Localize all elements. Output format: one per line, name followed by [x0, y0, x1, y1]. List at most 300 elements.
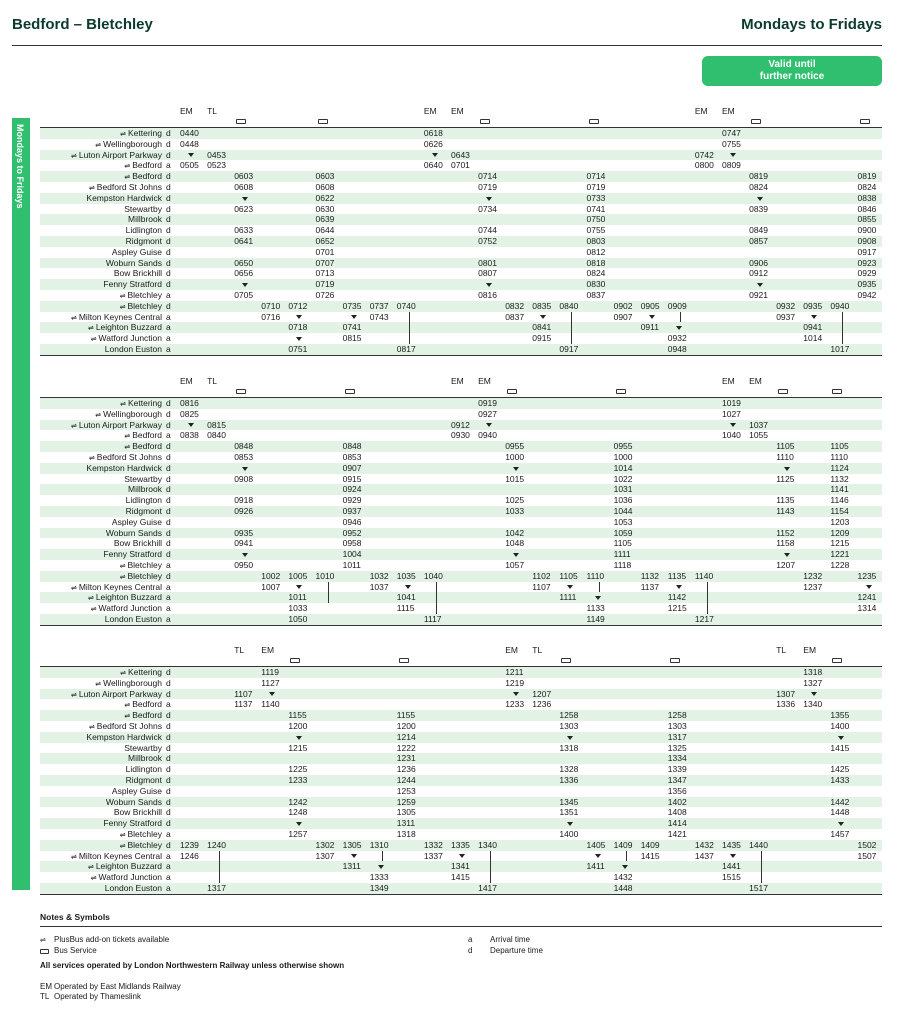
down-arrow-icon [595, 596, 601, 600]
table-row [40, 474, 882, 485]
valid-badge [702, 56, 882, 86]
time-cell: 0440 [180, 128, 199, 138]
time-cell: 0940 [830, 300, 850, 311]
time-cell: 1137 [640, 581, 659, 592]
notes-title: Notes & Symbols [40, 912, 882, 927]
down-arrow-icon [513, 553, 519, 557]
down-arrow-icon [486, 423, 492, 427]
station-name: Woburn Sands [105, 527, 162, 538]
down-arrow-icon [351, 854, 357, 858]
plusbus-icon: ⇌ [71, 152, 79, 160]
time-cell: 0919 [478, 398, 498, 408]
time-cell: 0710 [261, 300, 281, 311]
time-cell: 1236 [396, 764, 416, 775]
time-cell [370, 861, 397, 872]
time-cell: 0915 [532, 333, 552, 344]
time-cell: 0623 [234, 203, 254, 214]
station-name: ⇌ Bedford [124, 699, 162, 710]
operator-code: TL [234, 645, 245, 655]
time-cell: 1258 [559, 710, 579, 721]
bus-icon [589, 119, 599, 124]
table-row [40, 128, 882, 139]
time-cell: 1105 [559, 570, 578, 581]
operator-code: TL [776, 645, 787, 655]
time-cell: 0929 [857, 268, 877, 279]
station-name: Woburn Sands [105, 257, 162, 268]
arr-dep-marker: a [166, 592, 171, 603]
time-cell: 0742 [694, 149, 714, 160]
time-cell: 1305 [396, 807, 416, 818]
time-cell [234, 193, 261, 204]
arr-dep-marker: d [166, 441, 171, 452]
time-cell: 0755 [586, 225, 606, 236]
time-cell: 1037 [369, 581, 389, 592]
time-cell: 0743 [369, 311, 389, 322]
plusbus-icon: ⇌ [88, 723, 97, 731]
station-name: Aspley Guise [111, 246, 162, 257]
time-cell: 0912 [451, 419, 470, 430]
operator-code: EM [451, 106, 464, 116]
time-cell: 1007 [261, 581, 281, 592]
time-cell: 0741 [342, 322, 362, 333]
time-cell: 0705 [234, 289, 254, 300]
time-cell: 0824 [857, 181, 877, 192]
time-cell: 0819 [857, 171, 877, 182]
time-cell: 1133 [586, 603, 605, 614]
plusbus-icon: ⇌ [120, 131, 128, 138]
time-cell: 1259 [396, 796, 416, 807]
notes-section [40, 912, 882, 1002]
time-cell: 1233 [505, 699, 525, 710]
operator-code: EM [180, 106, 193, 116]
bus-icon [616, 389, 626, 394]
time-cell: 0719 [586, 181, 606, 192]
bus-icon [778, 389, 788, 394]
pass-line [761, 851, 762, 862]
table-row [40, 236, 882, 247]
arr-dep-marker: d [166, 753, 171, 764]
time-cell: 1217 [694, 613, 714, 624]
time-cell: 1415 [451, 872, 470, 883]
time-cell: 0718 [288, 322, 308, 333]
a-desc: Arrival time [490, 935, 531, 944]
time-cell: 0908 [234, 473, 254, 484]
station-name: ⇌ Wellingborough [95, 677, 162, 688]
time-cell: 1155 [396, 710, 416, 721]
station-name: ⇌ Bletchley [119, 300, 162, 311]
time-cell [180, 150, 207, 161]
down-arrow-icon [459, 854, 465, 858]
time-cell: 1152 [776, 527, 795, 538]
time-cell: 0818 [586, 257, 606, 268]
time-cell: 1215 [830, 538, 850, 549]
d-key: d [468, 946, 473, 955]
down-arrow-icon [296, 337, 302, 341]
bus-icon [236, 389, 246, 394]
time-cell: 0932 [667, 333, 687, 344]
time-cell [478, 279, 505, 290]
down-arrow-icon [567, 822, 573, 826]
time-cell: 1228 [830, 559, 850, 570]
table-row [40, 678, 882, 689]
time-cell: 1441 [722, 861, 741, 872]
time-cell: 0848 [342, 441, 362, 452]
time-cell: 0840 [207, 430, 227, 441]
time-cell: 1341 [451, 861, 470, 872]
table-row [40, 710, 882, 721]
arr-dep-marker: d [166, 246, 171, 257]
table-row [40, 441, 882, 452]
arr-dep-marker: d [166, 257, 171, 268]
down-arrow-icon [486, 197, 492, 201]
arr-dep-marker: a [166, 322, 171, 333]
table-row [40, 452, 882, 463]
time-cell: 1219 [505, 677, 525, 688]
time-cell: 1414 [667, 818, 687, 829]
em-key: EM [40, 982, 52, 991]
table-bottom-rule [40, 355, 882, 356]
time-cell: 1400 [830, 720, 850, 731]
pass-line [707, 603, 708, 614]
table-row [40, 430, 882, 441]
time-cell [830, 732, 857, 743]
time-cell [288, 582, 315, 593]
station-name: ⇌ Bedford [124, 430, 162, 441]
arr-dep-marker: d [166, 225, 171, 236]
timetable-block [40, 376, 882, 626]
table-row [40, 732, 882, 743]
time-cell: 0941 [234, 538, 254, 549]
arr-dep-marker: d [166, 807, 171, 818]
bus-icon [290, 658, 300, 663]
time-cell: 1232 [803, 570, 823, 581]
time-cell: 1310 [369, 839, 389, 850]
table-row [40, 506, 882, 517]
station-name: Lidlington [125, 764, 162, 775]
bus-icon [561, 658, 571, 663]
time-cell: 1355 [830, 710, 850, 721]
time-cell: 0952 [342, 527, 362, 538]
arr-dep-marker: d [166, 549, 171, 560]
time-cell: 1000 [613, 451, 633, 462]
table-row [40, 204, 882, 215]
time-cell: 0846 [857, 203, 877, 214]
table-row [40, 571, 882, 582]
table-row [40, 301, 882, 312]
plusbus-icon: ⇌ [88, 454, 97, 462]
time-cell: 0747 [722, 128, 741, 138]
table-row [40, 775, 882, 786]
station-name: Ridgmont [125, 774, 162, 785]
time-cell [451, 851, 478, 862]
time-cell: 1432 [694, 839, 714, 850]
time-cell: 1033 [505, 505, 525, 516]
station-name: ⇌ Bletchley [119, 570, 162, 581]
table-row [40, 883, 882, 894]
time-cell: 0618 [423, 128, 443, 138]
down-arrow-icon [757, 197, 763, 201]
time-cell: 1107 [532, 581, 551, 592]
time-cell: 1041 [396, 592, 416, 603]
table-row [40, 268, 882, 279]
arr-dep-marker: d [166, 538, 171, 549]
time-cell: 1105 [776, 441, 795, 452]
arr-dep-marker: d [166, 138, 171, 149]
station-name: ⇌ Leighton Buzzard [88, 861, 162, 872]
days-title: Mondays to Fridays [741, 16, 882, 33]
time-cell: 0726 [315, 289, 335, 300]
time-cell: 1307 [776, 688, 796, 699]
table-row [40, 582, 882, 593]
time-cell: 0744 [478, 225, 498, 236]
time-cell: 1333 [369, 872, 389, 883]
time-cell: 0935 [803, 300, 823, 311]
time-cell: 1318 [559, 742, 579, 753]
arr-dep-marker: d [166, 731, 171, 742]
station-name: Bow Brickhill [113, 807, 162, 818]
time-cell: 0907 [342, 462, 362, 473]
time-cell: 1207 [532, 688, 552, 699]
time-cell: 1140 [694, 570, 714, 581]
down-arrow-icon [676, 326, 682, 330]
down-arrow-icon [432, 153, 438, 157]
bus-icon [751, 119, 761, 124]
time-cell [641, 312, 668, 323]
table-bottom-rule [40, 894, 882, 895]
route-title: Bedford – Bletchley [12, 16, 153, 33]
time-cell: 1140 [261, 699, 280, 710]
operator-code: EM [261, 645, 275, 655]
plusbus-icon: ⇌ [119, 573, 128, 581]
time-cell: 0815 [207, 419, 227, 430]
station-name: London Euston [104, 882, 162, 893]
down-arrow-icon [296, 315, 302, 319]
pass-line [409, 322, 410, 333]
time-cell: 1146 [830, 495, 849, 506]
arr-dep-marker: a [166, 861, 171, 872]
time-cell: 1332 [423, 839, 443, 850]
table-row [40, 247, 882, 258]
arr-dep-marker: d [166, 300, 171, 311]
arr-dep-marker: d [166, 408, 171, 419]
station-name: Ridgmont [125, 505, 162, 516]
arr-dep-marker: d [166, 398, 171, 408]
time-cell: 1044 [613, 505, 633, 516]
time-cell: 0929 [342, 495, 362, 506]
arr-dep-marker: d [166, 484, 171, 495]
time-cell: 0815 [342, 333, 362, 344]
time-cell: 0800 [694, 160, 714, 171]
down-arrow-icon [757, 283, 763, 287]
arr-dep-marker: d [166, 527, 171, 538]
table-row [40, 150, 882, 161]
time-cell: 1036 [613, 495, 633, 506]
time-cell: 0701 [451, 160, 470, 171]
arr-dep-marker: d [166, 570, 171, 581]
table-row [40, 484, 882, 495]
time-cell: 1214 [396, 731, 416, 742]
time-cell [722, 420, 749, 431]
pass-line [490, 872, 491, 883]
time-cell: 1248 [288, 807, 308, 818]
pass-line [842, 312, 843, 323]
time-cell: 0902 [613, 300, 633, 311]
down-arrow-icon [567, 736, 573, 740]
station-name: London Euston [104, 343, 162, 354]
time-cell: 1010 [315, 570, 335, 581]
time-cell: 1415 [640, 850, 660, 861]
time-cell: 0803 [586, 235, 606, 246]
time-cell: 1257 [288, 828, 308, 839]
time-cell: 1048 [505, 538, 525, 549]
bus-service-note: Bus Service [54, 946, 97, 955]
timetable-block [40, 645, 882, 895]
time-cell: 0837 [586, 289, 606, 300]
table-row [40, 807, 882, 818]
down-arrow-icon [540, 315, 546, 319]
operator-code: TL [532, 645, 543, 655]
time-cell [803, 312, 830, 323]
time-cell: 0840 [559, 300, 579, 311]
operator-code: EM [478, 376, 491, 386]
time-cell: 1432 [613, 872, 633, 883]
time-cell: 1328 [559, 764, 579, 775]
time-cell: 1336 [559, 774, 579, 785]
time-cell [587, 592, 614, 603]
pass-line [219, 861, 220, 872]
bus-icon [860, 119, 870, 124]
time-cell [722, 150, 749, 161]
time-cell: 0737 [369, 300, 389, 311]
side-tab-label: Mondays to Fridays [15, 124, 25, 209]
plusbus-icon: ⇌ [90, 336, 99, 344]
time-cell: 1005 [288, 570, 308, 581]
time-cell: 1317 [207, 882, 227, 893]
time-cell: 1222 [396, 742, 416, 753]
station-name: ⇌ Milton Keynes Central [71, 850, 162, 861]
time-cell: 0652 [315, 235, 335, 246]
time-cell: 1014 [803, 333, 823, 344]
time-cell: 0713 [315, 268, 335, 279]
table-row [40, 160, 882, 171]
arr-dep-marker: a [166, 872, 171, 883]
bus-icon [480, 119, 490, 124]
plusbus-icon: ⇌ [88, 325, 96, 333]
time-cell [749, 279, 776, 290]
time-cell [559, 732, 586, 743]
arr-dep-marker: a [166, 559, 171, 570]
time-cell: 0853 [234, 451, 254, 462]
time-cell: 1502 [857, 839, 877, 850]
time-cell: 0740 [396, 300, 416, 311]
time-cell: 1356 [667, 785, 687, 796]
plusbus-icon: ⇌ [119, 303, 128, 311]
plusbus-icon: ⇌ [119, 562, 128, 570]
time-cell: 1137 [234, 699, 253, 710]
time-cell: 0751 [288, 343, 308, 354]
station-name: ⇌ Watford Junction [90, 603, 162, 614]
arr-dep-marker: d [166, 818, 171, 829]
table-row [40, 721, 882, 732]
time-cell: 1057 [505, 559, 525, 570]
plusbus-icon: ⇌ [119, 831, 128, 839]
time-cell [532, 312, 559, 323]
arr-dep-marker: d [166, 796, 171, 807]
plusbus-icon: ⇌ [119, 292, 128, 300]
arr-dep-marker: a [166, 343, 171, 354]
pass-line [842, 322, 843, 333]
time-cell: 0911 [640, 322, 659, 333]
table-row [40, 818, 882, 829]
page-header [12, 14, 882, 46]
time-cell: 1400 [559, 828, 579, 839]
time-cell: 0955 [613, 441, 633, 452]
time-cell [668, 582, 695, 593]
time-cell: 0935 [234, 527, 254, 538]
pass-line [761, 872, 762, 883]
table-row [40, 171, 882, 182]
time-cell: 1337 [423, 850, 443, 861]
time-cell: 1402 [667, 796, 687, 807]
time-cell: 0650 [234, 257, 254, 268]
pass-line [571, 312, 572, 323]
time-cell: 0603 [315, 171, 335, 182]
time-cell [749, 193, 776, 204]
station-name: ⇌ Bedford [124, 171, 162, 182]
time-cell: 1345 [559, 796, 579, 807]
time-cell: 1111 [559, 592, 577, 603]
table-row [40, 851, 882, 862]
station-name: ⇌ Bletchley [119, 828, 162, 839]
time-cell: 1435 [722, 839, 741, 850]
station-name: ⇌ Kettering [120, 398, 162, 408]
table-row [40, 182, 882, 193]
time-cell [668, 322, 695, 333]
bus-icon [345, 389, 355, 394]
table-bottom-rule [40, 625, 882, 626]
time-cell: 0948 [667, 343, 687, 354]
time-cell: 1118 [613, 559, 632, 570]
time-cell: 0523 [207, 160, 227, 171]
time-cell: 1110 [830, 451, 849, 462]
plusbus-icon: ⇌ [95, 680, 104, 688]
time-cell: 1448 [613, 882, 633, 893]
time-cell: 1347 [667, 774, 687, 785]
time-cell: 1125 [776, 473, 795, 484]
time-cell: 1507 [857, 850, 877, 861]
arr-dep-marker: d [166, 128, 171, 138]
station-name: Fenny Stratford [103, 818, 162, 829]
time-cell: 1059 [613, 527, 633, 538]
time-cell: 1119 [261, 667, 279, 677]
arr-dep-marker: d [166, 181, 171, 192]
time-cell [505, 689, 532, 700]
time-cell: 1002 [261, 570, 281, 581]
time-cell: 1334 [667, 753, 687, 764]
bus-icon [832, 389, 842, 394]
time-cell: 1311 [342, 861, 361, 872]
table-row [40, 560, 882, 571]
station-name: ⇌ Bletchley [119, 839, 162, 850]
station-name: ⇌ Kettering [120, 128, 162, 138]
time-cell: 0639 [315, 214, 335, 225]
table-row [40, 193, 882, 204]
time-cell: 0824 [749, 181, 769, 192]
down-arrow-icon [486, 283, 492, 287]
table-row [40, 409, 882, 420]
time-cell: 0921 [749, 289, 769, 300]
time-cell [288, 818, 315, 829]
